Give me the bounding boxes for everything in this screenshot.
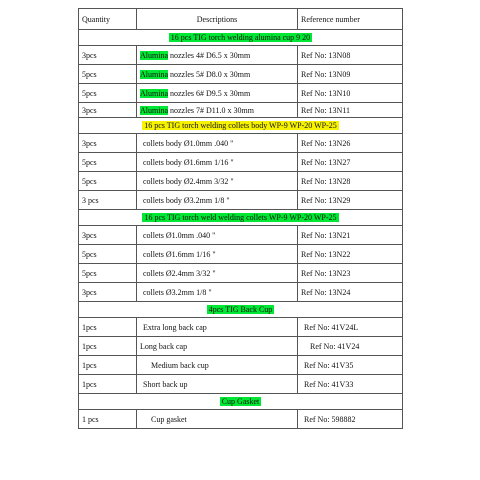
parts-table [78, 8, 403, 429]
desc-cell: collets Ø1.0mm .040 " [137, 226, 298, 245]
table-row [79, 264, 403, 283]
qty-cell: 5pcs [79, 264, 137, 283]
qty-cell: 5pcs [79, 172, 137, 191]
table-row [79, 283, 403, 302]
desc-cell: Long back cap [137, 337, 298, 356]
ref-cell: Ref No: 13N29 [298, 191, 403, 210]
ref-cell: Ref No: 13N26 [298, 134, 403, 153]
ref-cell: Ref No: 13N27 [298, 153, 403, 172]
desc-cell: collets Ø3.2mm 1/8 " [137, 283, 298, 302]
section-title: Cup Gasket [221, 397, 260, 406]
ref-cell: Ref No: 598882 [298, 410, 403, 429]
section-row-back-cup [79, 302, 403, 318]
desc-cell: Cup gasket [137, 410, 298, 429]
ref-cell: Ref No: 13N10 [298, 84, 403, 103]
section-title: 4pcs TIG Back Cup [208, 305, 273, 314]
desc-text: nozzles 7# D11.0 x 30mm [168, 105, 254, 115]
material-label: Alumina [140, 50, 168, 60]
table-row [79, 245, 403, 264]
qty-cell: 3pcs [79, 134, 137, 153]
table-row [79, 65, 403, 84]
qty-cell: 3pcs [79, 46, 137, 65]
section-row-collets [79, 210, 403, 226]
ref-cell: Ref No: 41V24L [298, 318, 403, 337]
table-row [79, 356, 403, 375]
qty-cell: 3 pcs [79, 191, 137, 210]
table-row [79, 46, 403, 65]
desc-text: nozzles 6# D9.5 x 30mm [168, 88, 251, 98]
desc-cell: Extra long back cap [137, 318, 298, 337]
table-row [79, 84, 403, 103]
ref-cell: Ref No: 13N08 [298, 46, 403, 65]
header-reference-number: Reference number [298, 9, 403, 30]
header-quantity: Quantity [79, 9, 137, 30]
ref-cell: Ref No: 13N22 [298, 245, 403, 264]
qty-cell: 1pcs [79, 337, 137, 356]
desc-cell [137, 103, 298, 118]
qty-cell: 1 pcs [79, 410, 137, 429]
table-row [79, 191, 403, 210]
table-row [79, 337, 403, 356]
qty-cell: 1pcs [79, 375, 137, 394]
desc-cell: collets body Ø3.2mm 1/8 " [137, 191, 298, 210]
desc-cell [137, 84, 298, 103]
parts-list-sheet [78, 8, 402, 429]
section-row-alumina-cup [79, 30, 403, 46]
section-title: 16 pcs TIG torch welding alumina cup 9 20 [170, 33, 311, 42]
material-label: Alumina [140, 88, 168, 98]
section-title: 16 pcs TIG torch welding collets body WP-9 WP-20 WP-25 [144, 121, 337, 130]
desc-cell: collets body Ø1.0mm .040 " [137, 134, 298, 153]
header-descriptions: Descriptions [137, 9, 298, 30]
desc-text: nozzles 5# D8.0 x 30mm [168, 69, 251, 79]
ref-cell: Ref No: 41V24 [298, 337, 403, 356]
material-label: Alumina [140, 105, 168, 115]
qty-cell: 3pcs [79, 226, 137, 245]
ref-cell: Ref No: 13N21 [298, 226, 403, 245]
ref-cell: Ref No: 13N23 [298, 264, 403, 283]
qty-cell: 3pcs [79, 283, 137, 302]
desc-cell: collets body Ø2.4mm 3/32 " [137, 172, 298, 191]
desc-cell: Medium back cup [137, 356, 298, 375]
qty-cell: 3pcs [79, 103, 137, 118]
ref-cell: Ref No: 13N11 [298, 103, 403, 118]
section-row-collets-body [79, 118, 403, 134]
table-row [79, 153, 403, 172]
table-row [79, 318, 403, 337]
desc-text: nozzles 4# D6.5 x 30mm [168, 50, 251, 60]
table-row [79, 103, 403, 118]
table-row [79, 410, 403, 429]
qty-cell: 5pcs [79, 84, 137, 103]
qty-cell: 5pcs [79, 65, 137, 84]
table-row [79, 172, 403, 191]
table-row [79, 375, 403, 394]
table-row [79, 134, 403, 153]
section-title: 16 pcs TIG torch weld welding collets WP-9 WP-20 WP-25 [144, 213, 337, 222]
table-header-row [79, 9, 403, 30]
desc-cell: collets body Ø1.6mm 1/16 " [137, 153, 298, 172]
desc-cell [137, 46, 298, 65]
qty-cell: 1pcs [79, 318, 137, 337]
qty-cell: 5pcs [79, 245, 137, 264]
table-row [79, 226, 403, 245]
desc-cell [137, 65, 298, 84]
ref-cell: Ref No: 41V35 [298, 356, 403, 375]
ref-cell: Ref No: 13N09 [298, 65, 403, 84]
qty-cell: 1pcs [79, 356, 137, 375]
ref-cell: Ref No: 41V33 [298, 375, 403, 394]
material-label: Alumina [140, 69, 168, 79]
ref-cell: Ref No: 13N24 [298, 283, 403, 302]
ref-cell: Ref No: 13N28 [298, 172, 403, 191]
desc-cell: collets Ø1.6mm 1/16 " [137, 245, 298, 264]
desc-cell: Short back up [137, 375, 298, 394]
desc-cell: collets Ø2.4mm 3/32 " [137, 264, 298, 283]
qty-cell: 5pcs [79, 153, 137, 172]
section-row-cup-gasket [79, 394, 403, 410]
